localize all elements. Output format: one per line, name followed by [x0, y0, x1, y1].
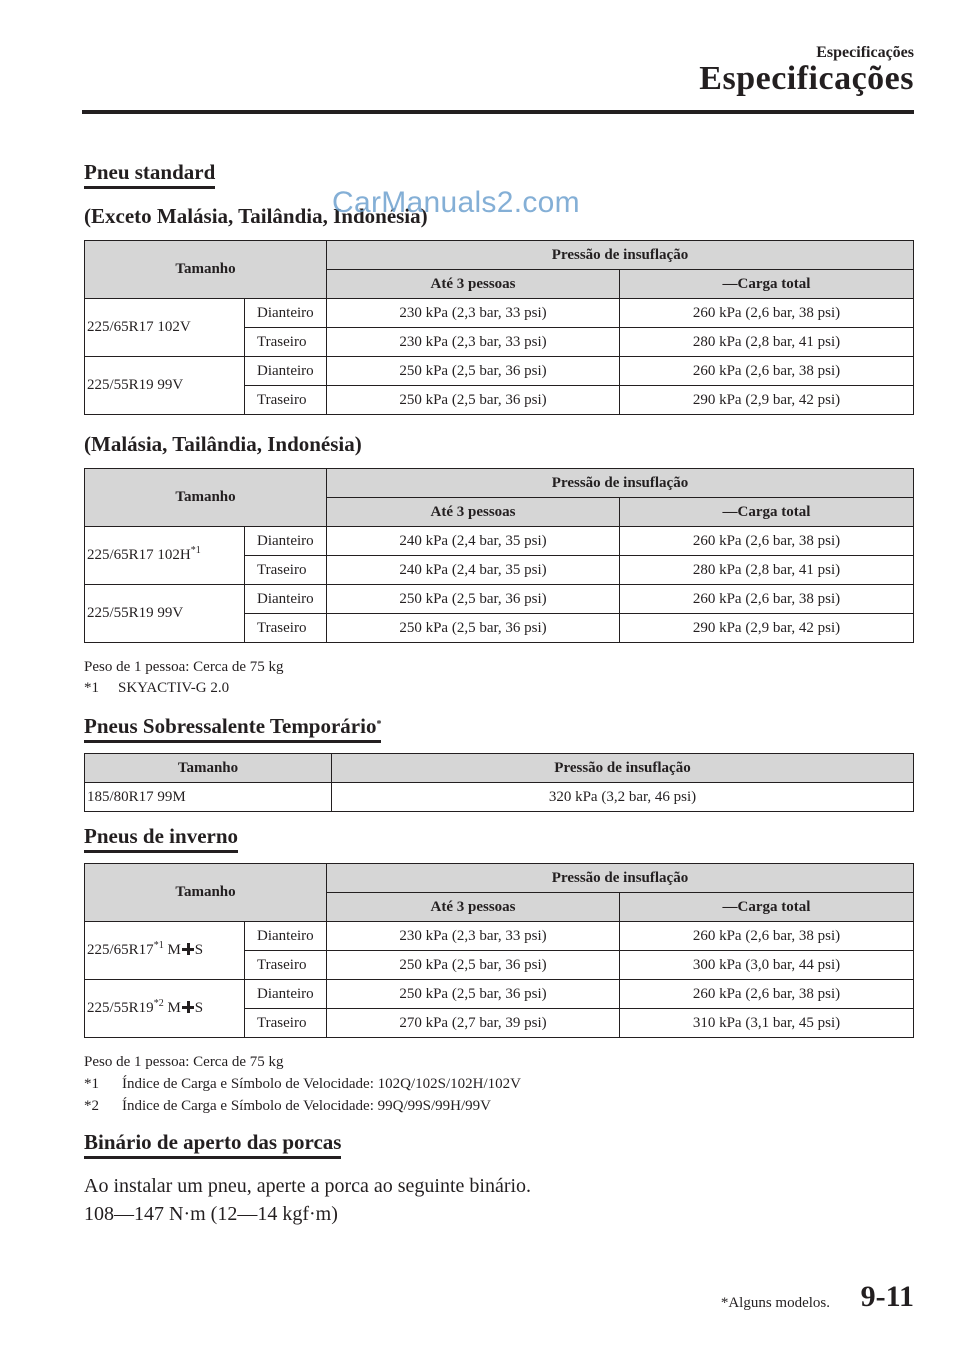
col-header-pressure: Pressão de insuflação	[332, 754, 914, 783]
col-header-pressure: Pressão de insuflação	[327, 241, 914, 270]
pressure-value: 230 kPa (2,3 bar, 33 psi)	[327, 299, 620, 328]
section-header-title: Especificações	[699, 60, 914, 97]
position-front: Dianteiro	[245, 299, 327, 328]
position-front: Dianteiro	[245, 357, 327, 386]
pressure-value: 230 kPa (2,3 bar, 33 psi)	[327, 922, 620, 951]
position-rear: Traseiro	[245, 328, 327, 357]
spare-tire-heading: Pneus Sobressalente Temporário*	[84, 714, 381, 743]
table-row	[85, 783, 914, 812]
position-rear: Traseiro	[245, 951, 327, 980]
pressure-value: 260 kPa (2,6 bar, 38 psi)	[620, 585, 914, 614]
tire-size: 225/65R17 102V	[85, 299, 245, 357]
position-front: Dianteiro	[245, 922, 327, 951]
table-row	[85, 585, 914, 614]
position-rear: Traseiro	[245, 1009, 327, 1038]
col-header-size: Tamanho	[85, 864, 327, 922]
footnote-mark: *1	[190, 545, 201, 556]
col-header-size: Tamanho	[85, 754, 332, 783]
pressure-value: 260 kPa (2,6 bar, 38 psi)	[620, 357, 914, 386]
footnote-1: *1 Índice de Carga e Símbolo de Velocidade: 102Q/102S/102H/102V	[84, 1076, 521, 1092]
position-rear: Traseiro	[245, 556, 327, 585]
winter-tire-heading: Pneus de inverno	[84, 824, 238, 853]
pressure-value: 280 kPa (2,8 bar, 41 psi)	[620, 556, 914, 585]
optional-mark: *	[376, 719, 382, 730]
page-number: 9-11	[860, 1280, 914, 1313]
tire-size: 225/55R19 99V	[85, 357, 245, 415]
position-front: Dianteiro	[245, 527, 327, 556]
pressure-value: 260 kPa (2,6 bar, 38 psi)	[620, 922, 914, 951]
footnote-mark: *2	[153, 998, 164, 1009]
pressure-value: 240 kPa (2,4 bar, 35 psi)	[327, 527, 620, 556]
col-header-full-load: —Carga total	[620, 270, 914, 299]
col-header-pressure: Pressão de insuflação	[327, 469, 914, 498]
table-row	[85, 357, 914, 386]
tire-size: 225/55R19$^{*2}$ M S	[85, 980, 245, 1038]
pressure-value: 230 kPa (2,3 bar, 33 psi)	[327, 328, 620, 357]
pressure-value: 300 kPa (3,0 bar, 44 psi)	[620, 951, 914, 980]
header-rule	[82, 110, 914, 114]
col-header-size: Tamanho	[85, 469, 327, 527]
standard-tire-table-except	[84, 240, 914, 415]
tire-size: 225/65R17 $102H^{*1}$	[85, 527, 245, 585]
mud-snow-plus-icon	[182, 1001, 194, 1013]
footnote-mark: *1	[153, 940, 164, 951]
section-header-small: Especificações	[816, 44, 914, 61]
col-header-full-load: —Carga total	[620, 893, 914, 922]
table-row	[85, 980, 914, 1009]
tire-size: 225/55R19 99V	[85, 585, 245, 643]
table-row	[85, 527, 914, 556]
torque-value: 108—147 N·m (12—14 kgf·m)	[84, 1203, 338, 1225]
tire-size: 225/65R17$^{*1}$ M S	[85, 922, 245, 980]
pressure-value: 280 kPa (2,8 bar, 41 psi)	[620, 328, 914, 357]
pressure-value: 240 kPa (2,4 bar, 35 psi)	[327, 556, 620, 585]
position-rear: Traseiro	[245, 614, 327, 643]
col-header-up-to-3: Até 3 pessoas	[327, 498, 620, 527]
pressure-value: 310 kPa (3,1 bar, 45 psi)	[620, 1009, 914, 1038]
position-rear: Traseiro	[245, 386, 327, 415]
pressure-value: 260 kPa (2,6 bar, 38 psi)	[620, 980, 914, 1009]
winter-tire-table	[84, 863, 914, 1038]
pressure-value: 250 kPa (2,5 bar, 36 psi)	[327, 386, 620, 415]
note-weight: Peso de 1 pessoa: Cerca de 75 kg	[84, 1054, 284, 1070]
standard-subheading-except: (Exceto Malásia, Tailândia, Indonésia)	[84, 204, 428, 228]
footer-note: *Alguns modelos.	[720, 1295, 830, 1311]
col-header-size: Tamanho	[85, 241, 327, 299]
watermark-logo: CarManuals2.com	[332, 186, 580, 219]
position-front: Dianteiro	[245, 585, 327, 614]
tire-size: 185/80R17 99M	[85, 783, 332, 812]
pressure-value: 250 kPa (2,5 bar, 36 psi)	[327, 614, 620, 643]
table-row	[85, 299, 914, 328]
col-header-up-to-3: Até 3 pessoas	[327, 893, 620, 922]
pressure-value: 250 kPa (2,5 bar, 36 psi)	[327, 951, 620, 980]
pressure-value: 290 kPa (2,9 bar, 42 psi)	[620, 614, 914, 643]
col-header-up-to-3: Até 3 pessoas	[327, 270, 620, 299]
pressure-value: 290 kPa (2,9 bar, 42 psi)	[620, 386, 914, 415]
col-header-full-load: —Carga total	[620, 498, 914, 527]
torque-instruction: Ao instalar um pneu, aperte a porca ao seguinte binário.	[84, 1175, 532, 1197]
pressure-value: 250 kPa (2,5 bar, 36 psi)	[327, 357, 620, 386]
note-weight: Peso de 1 pessoa: Cerca de 75 kg	[84, 659, 284, 675]
torque-heading: Binário de aperto das porcas	[84, 1130, 341, 1159]
pressure-value: 250 kPa (2,5 bar, 36 psi)	[327, 980, 620, 1009]
mud-snow-plus-icon	[182, 943, 194, 955]
standard-tire-heading: Pneu standard	[84, 160, 215, 189]
pressure-value: 260 kPa (2,6 bar, 38 psi)	[620, 299, 914, 328]
pressure-value: 320 kPa (3,2 bar, 46 psi)	[332, 783, 914, 812]
footnote-1: *1 SKYACTIV-G 2.0	[84, 680, 230, 696]
standard-tire-table-malaysia	[84, 468, 914, 643]
position-front: Dianteiro	[245, 980, 327, 1009]
table-row	[85, 922, 914, 951]
pressure-value: 270 kPa (2,7 bar, 39 psi)	[327, 1009, 620, 1038]
pressure-value: 250 kPa (2,5 bar, 36 psi)	[327, 585, 620, 614]
spare-tire-table	[84, 753, 914, 812]
pressure-value: 260 kPa (2,6 bar, 38 psi)	[620, 527, 914, 556]
footnote-2: *2 Índice de Carga e Símbolo de Velocidade: 99Q/99S/99H/99V	[84, 1098, 491, 1114]
standard-subheading-malaysia: (Malásia, Tailândia, Indonésia)	[84, 432, 362, 456]
col-header-pressure: Pressão de insuflação	[327, 864, 914, 893]
